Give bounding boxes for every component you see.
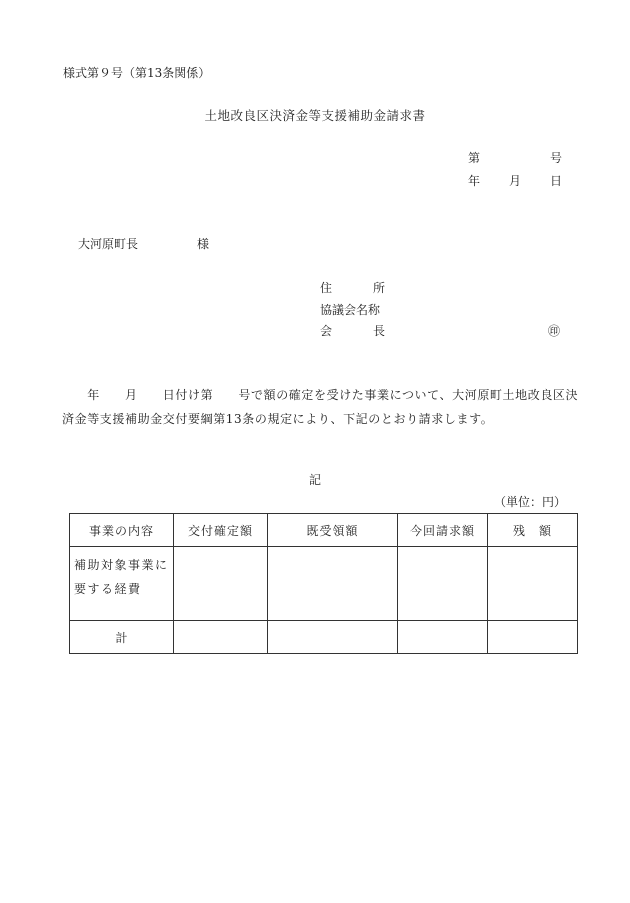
table-header-row [70,514,578,547]
unit-note: （単位：円） [493,495,566,509]
header-content: 事業の内容 [70,514,174,547]
header-balance: 残 額 [488,514,578,547]
claim-table [69,513,578,654]
total-received-amount[interactable] [268,621,398,654]
ki-heading: 記 [308,473,321,487]
document-title: 土地改良区決済金等支援補助金請求書 [204,108,426,123]
row-label-eligible-cost: 補助対象事業に要する経費 [70,547,174,621]
header-current-request: 今回請求額 [398,514,488,547]
date-year: 年 [468,174,481,188]
address-label-char-2: 所 [373,281,386,295]
chair-label-char-2: 長 [373,324,386,338]
total-current-request[interactable] [398,621,488,654]
total-balance[interactable] [488,621,578,654]
total-confirmed-amount[interactable] [174,621,268,654]
date-day: 日 [550,174,563,188]
cell-current-request[interactable] [398,547,488,621]
header-confirmed-amount: 交付確定額 [174,514,268,547]
cell-confirmed-amount[interactable] [174,547,268,621]
cell-received-amount[interactable] [268,547,398,621]
cell-balance[interactable] [488,547,578,621]
number-prefix: 第 [468,151,481,165]
addressee-name: 大河原町長 [78,237,139,251]
form-label: 様式第９号（第13条関係） [63,66,211,80]
request-body-text: 年 月 日付け第 号で額の確定を受けた事業について、大河原町土地改良区決済金等支援補助金交付要綱第13条の規定により、下記のとおり請求します。 [62,388,579,426]
date-month: 月 [509,174,522,188]
council-name-label: 協議会名称 [320,303,381,317]
addressee-honorific: 様 [197,237,210,251]
table-row-total [70,621,578,654]
header-received-amount: 既受領額 [268,514,398,547]
seal-mark: ㊞ [548,324,561,338]
table-row [70,547,578,621]
address-label-char-1: 住 [320,281,333,295]
row-label-total: 計 [70,621,174,654]
number-suffix: 号 [550,151,563,165]
chair-label-char-1: 会 [320,324,333,338]
